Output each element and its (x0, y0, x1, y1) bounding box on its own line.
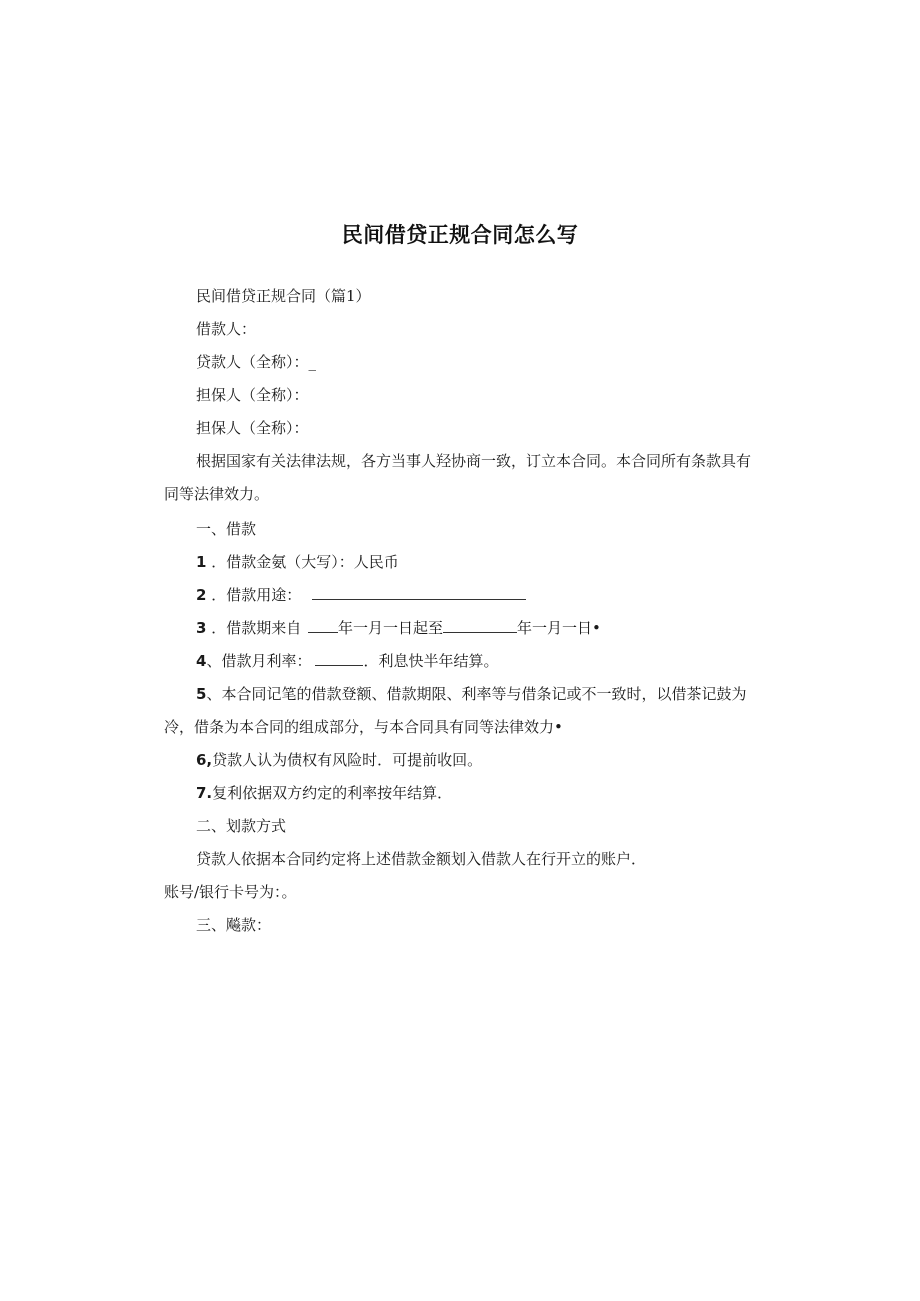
purpose-blank (312, 585, 526, 600)
item-4 (196, 651, 498, 671)
item-3-number: 3 (196, 619, 207, 637)
item-5-line-2: 冷，借条为本合同的组成部分，与本合同具有同等法律效力• (164, 718, 563, 736)
item-7-text: 复利依据双方约定的利率按年结算． (212, 784, 453, 802)
item-7 (196, 783, 452, 803)
item-5-number: 5 (196, 685, 207, 703)
start-year-blank (308, 618, 338, 633)
section-2-line-2: 账号/银行卡号为：。 (164, 883, 297, 901)
document-title: 民间借贷正规合同怎么写 (341, 223, 579, 247)
item-1 (196, 552, 399, 572)
item-2-text: ．借款用途： (211, 586, 302, 604)
item-2-number: 2 (196, 586, 207, 604)
item-3 (196, 618, 601, 638)
contract-heading: 民间借贷正规合同（篇1） (196, 287, 371, 305)
item-7-number: 7. (196, 784, 213, 802)
section-1-title: 一、借款 (196, 520, 257, 538)
item-5-text-1: 、本合同记笔的借款登额、借款期限、利率等与借条记或不一致时，以借茶记鼓为 (206, 685, 747, 703)
rate-blank (315, 651, 363, 666)
section-3-title: 三、飚款： (196, 916, 272, 934)
borrower-line: 借款人： (196, 320, 257, 338)
item-6 (196, 750, 482, 770)
item-3-text-c: 年一月一日• (517, 619, 601, 637)
end-year-blank (443, 618, 517, 633)
item-5-line-1 (196, 684, 746, 704)
preamble-line-2: 同等法律效力。 (164, 485, 270, 503)
item-3-text-a: ．借款期来自 (211, 619, 302, 637)
lender-line: 贷款人（全称）：_ (196, 353, 317, 371)
item-2 (196, 585, 526, 605)
item-1-text: ．借款金氨（大写）：人民币 (211, 553, 399, 571)
item-4-text-a: 、借款月利率： (206, 652, 312, 670)
item-6-text: 贷款人认为债权有风险时．可提前收回。 (212, 751, 483, 769)
guarantor-line-1: 担保人（全称）： (196, 386, 309, 404)
section-2-title: 二、划款方式 (196, 817, 287, 835)
item-6-number: 6, (196, 751, 213, 769)
item-1-number: 1 (196, 553, 207, 571)
item-4-number: 4 (196, 652, 207, 670)
preamble-line-1: 根据国家有关法律法规，各方当事人羟协商一致，订立本合同。本合同所有条款具有 (196, 452, 752, 470)
item-4-text-b: ．利息快半年结算。 (363, 652, 499, 670)
section-2-line-1: 贷款人依据本合同约定将上述借款金额划入借款人在行开立的账户． (196, 850, 647, 868)
item-3-text-b: 年一月一日起至 (338, 619, 444, 637)
guarantor-line-2: 担保人（全称）： (196, 419, 309, 437)
